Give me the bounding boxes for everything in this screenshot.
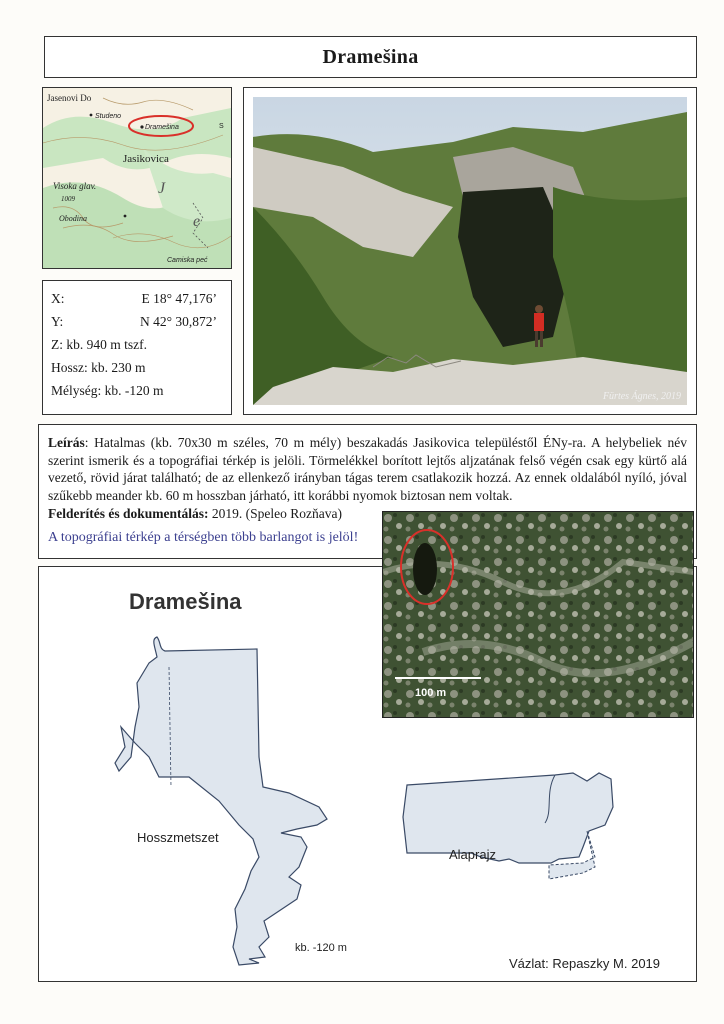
topographic-map xyxy=(42,87,232,269)
section-label: Hosszmetszet xyxy=(137,830,219,845)
map-label-e: e xyxy=(193,213,201,230)
coord-x-value: E 18° 47,176’ xyxy=(141,291,217,306)
description-label: Leírás xyxy=(48,435,85,450)
coord-x-row xyxy=(49,287,225,310)
sketch-title: Dramešina xyxy=(129,589,242,614)
sketch-author: Vázlat: Repaszky M. 2019 xyxy=(509,956,661,971)
topographic-map-graphic xyxy=(43,88,231,268)
coord-z: Z: kb. 940 m tszf. xyxy=(51,337,147,352)
description-paragraph xyxy=(48,434,687,504)
ground-plan-shape xyxy=(403,773,613,863)
longitudinal-section-shape xyxy=(115,637,327,965)
cave-length: Hossz: kb. 230 m xyxy=(51,360,146,375)
photo-credit: Fürtes Ágnes, 2019 xyxy=(602,391,681,402)
map-label-dramesina: Dramešina xyxy=(145,124,179,131)
map-label-s: S xyxy=(219,123,224,130)
coordinates-box xyxy=(42,280,232,415)
coord-y-value: N 42° 30,872’ xyxy=(139,314,217,329)
cave-entrance-photo xyxy=(253,97,687,405)
description-text: : Hatalmas (kb. 70x30 m széles, 70 m mély) beszakadás Jasikovica településtől ÉNy-ra. A helybeliek név szerint ismerik és a topográfiai térkép is jelöli. Törmelékkel borított lejtős aljzatának felső végén csak egy kürtő alá vezető, rövid járat található; de az ellenkező irányban tágas terem csatlakozik hozzá. Az ennek oldalából nyíló, jóval szűkebb meander kb. 60 m hosszban járható, itt korábbi nyomok biztosan nem voltak. xyxy=(48,435,687,503)
cave-depth: Mélység: kb. -120 m xyxy=(51,383,164,398)
map-label-obodina: Obodina xyxy=(59,214,87,223)
title-box xyxy=(44,36,697,78)
map-label-studeno: Studeno xyxy=(95,113,122,120)
satellite-scale-label: 100 m xyxy=(415,687,447,699)
map-label-visoka: Visoka glav. xyxy=(53,181,97,191)
coord-y-row xyxy=(49,310,225,333)
coord-x-label: X: xyxy=(51,291,65,306)
satellite-image-graphic xyxy=(383,512,693,717)
map-label-j: J xyxy=(158,180,166,197)
page-title: Dramešina xyxy=(322,45,419,68)
photo-frame xyxy=(243,87,697,415)
exploration-text: 2019. (Speleo Rozňava) xyxy=(208,506,342,521)
topo-note: A topográfiai térkép a térségben több barlangot is jelöl! xyxy=(48,529,359,545)
depth-label: kb. -120 m xyxy=(295,942,347,954)
coord-y-label: Y: xyxy=(51,314,64,329)
map-label-jasenovi-do: Jasenovi Do xyxy=(47,93,92,103)
satellite-image xyxy=(382,511,694,718)
map-label-jasikovica: Jasikovica xyxy=(123,153,169,165)
map-label-camiska: Camiska peć xyxy=(167,257,208,264)
map-label-elevation: 1009 xyxy=(61,195,75,203)
plan-label: Alaprajz xyxy=(449,847,496,862)
exploration-label: Felderítés és dokumentálás: xyxy=(48,506,209,521)
